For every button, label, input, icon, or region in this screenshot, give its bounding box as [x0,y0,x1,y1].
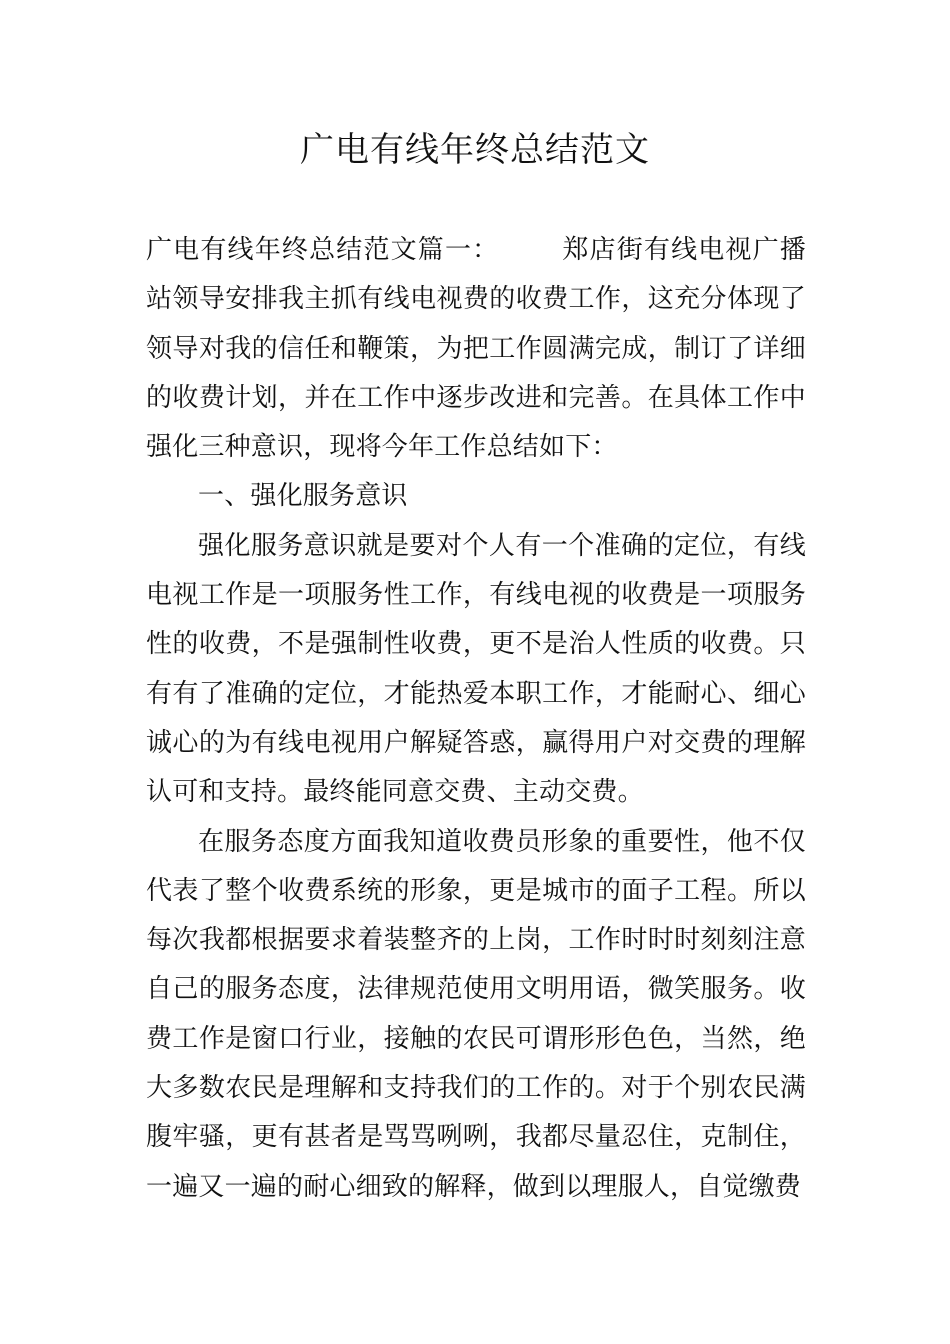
body-paragraph: 在服务态度方面我知道收费员形象的重要性，他不仅代表了整个收费系统的形象，更是城市的面子工程。所以每次我都根据要求着装整齐的上岗，工作时时时刻刻注意自己的服务态度，法律规范使用文明用语，微笑服务。收费工作是窗口行业，接触的农民可谓形形色色，当然，绝大多数农民是理解和支持我们的工作的。对于个别农民满腹牢骚，更有甚者是骂骂咧咧，我都尽量忍住，克制住，一遍又一遍的耐心细致的解释，做到以理服人，自觉缴费 [146,826,806,1202]
intro-text: 郑店街有线电视广播站领导安排我主抓有线电视费的收费工作，这充分体现了领导对我的信任和鞭策，为把工作圆满完成，制订了详细的收费计划，并在工作中逐步改进和完善。在具体工作中强化三种意识，现将今年工作总结如下： [146,235,806,463]
intro-lead: 广电有线年终总结范文篇一： [146,235,500,265]
section-heading: 一、强化服务意识 [198,481,408,512]
body-paragraph: 强化服务意识就是要对个人有一个准确的定位，有线电视工作是一项服务性工作，有线电视的收费是一项服务性的收费，不是强制性收费，更不是治人性质的收费。只有有了准确的定位，才能热爱本职工作，才能耐心、细心诚心的为有线电视用户解疑答惑，赢得用户对交费的理解认可和支持。最终能同意交费、主动交费。 [146,530,806,808]
intro-paragraph [146,226,806,472]
document-body [146,226,806,1212]
document-title: 广电有线年终总结范文 [300,130,650,170]
